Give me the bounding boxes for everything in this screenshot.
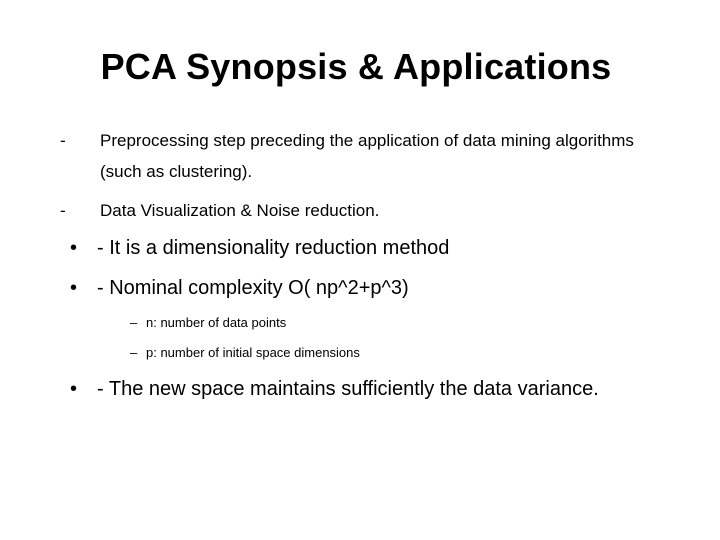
list-item-text: - Nominal complexity O( np^2+p^3) xyxy=(97,277,409,299)
sub-item-text: p: number of initial space dimensions xyxy=(146,345,360,360)
slide-title: PCA Synopsis & Applications xyxy=(100,46,612,87)
dash-marker: - xyxy=(60,201,66,220)
bullet-marker: • xyxy=(70,237,78,259)
sub-dash-marker: – xyxy=(130,345,138,360)
sub-dash-marker: – xyxy=(130,315,138,330)
bullet-marker: • xyxy=(70,277,78,299)
list-item-text: Data Visualization & Noise reduction. xyxy=(100,201,380,220)
dash-marker: - xyxy=(60,131,66,150)
list-item-text: Preprocessing step preceding the application of data mining algorithms (such as clustering). xyxy=(100,131,634,181)
list-item-text: - The new space maintains sufficiently the data variance. xyxy=(97,378,599,400)
list-item-text: - It is a dimensionality reduction method xyxy=(97,237,450,259)
sub-item-text: n: number of data points xyxy=(146,315,287,330)
bullet-marker: • xyxy=(70,378,78,400)
